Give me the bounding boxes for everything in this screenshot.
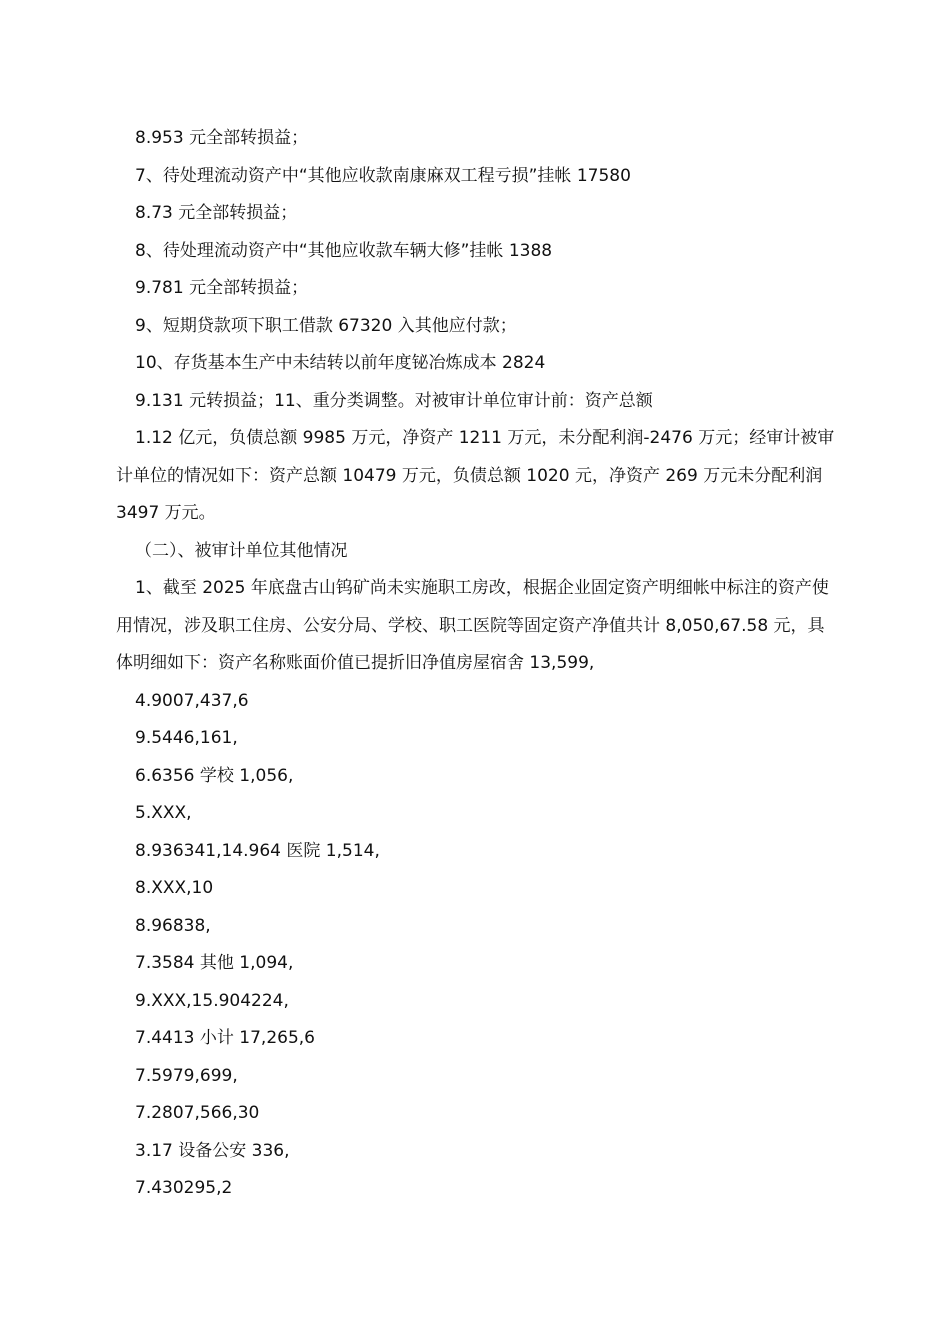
- text-line: 9、短期贷款项下职工借款 67320 入其他应付款；: [135, 315, 517, 336]
- text-line: 9.131 元转损益；11、重分类调整。对被审计单位审计前：资产总额: [135, 390, 653, 411]
- text-line: 8、待处理流动资产中“其他应收款车辆大修”挂帐 1388: [135, 240, 553, 261]
- detail-line: 8.96838,: [135, 915, 211, 936]
- text-line: 7、待处理流动资产中“其他应收款南康麻双工程亏损”挂帐 17580: [135, 165, 631, 186]
- detail-line: 5.XXX,: [135, 803, 192, 823]
- detail-line: 9.5446,161,: [135, 728, 238, 748]
- detail-line: 4.9007,437,6: [135, 690, 249, 711]
- detail-line: 7.3584 其他 1,094,: [135, 953, 294, 973]
- detail-line: 7.2807,566,30: [135, 1103, 260, 1123]
- document-body: [116, 120, 836, 1208]
- text-line: 9.781 元全部转损益；: [135, 278, 309, 298]
- detail-line: 6.6356 学校 1,056,: [135, 765, 294, 786]
- detail-line: 8.936341,14.964 医院 1,514,: [135, 840, 380, 861]
- text-line: 8.73 元全部转损益；: [135, 203, 298, 223]
- detail-line: 7.5979,699,: [135, 1065, 238, 1086]
- section-heading: （二）、被审计单位其他情况: [135, 540, 348, 561]
- detail-line: 7.430295,2: [135, 1178, 233, 1198]
- text-line: 10、存货基本生产中未结转以前年度铋冶炼成本 2824: [135, 353, 546, 373]
- detail-line: 7.4413 小计 17,265,6: [135, 1028, 315, 1048]
- text-line: 8.953 元全部转损益；: [135, 128, 309, 148]
- detail-line: 9.XXX,15.904224,: [135, 990, 289, 1011]
- detail-line: 8.XXX,10: [135, 878, 214, 898]
- housing-paragraph: 1、截至 2025 年底盘古山钨矿尚未实施职工房改，根据企业固定资产明细帐中标注的资产使用情况，涉及职工住房、公安分局、学校、职工医院等固定资产净值共计 8,050,67.58 元，具体明细如下：资产名称账面价值已提折旧净值房屋宿舍 13,599,: [116, 578, 829, 673]
- audit-summary-paragraph: 1.12 亿元，负债总额 9985 万元，净资产 1211 万元，未分配利润-2476 万元；经审计被审计单位的情况如下：资产总额 10479 万元，负债总额 1020 元，净资产 269 万元未分配利润 3497 万元。: [116, 428, 835, 523]
- detail-line: 3.17 设备公安 336,: [135, 1140, 290, 1161]
